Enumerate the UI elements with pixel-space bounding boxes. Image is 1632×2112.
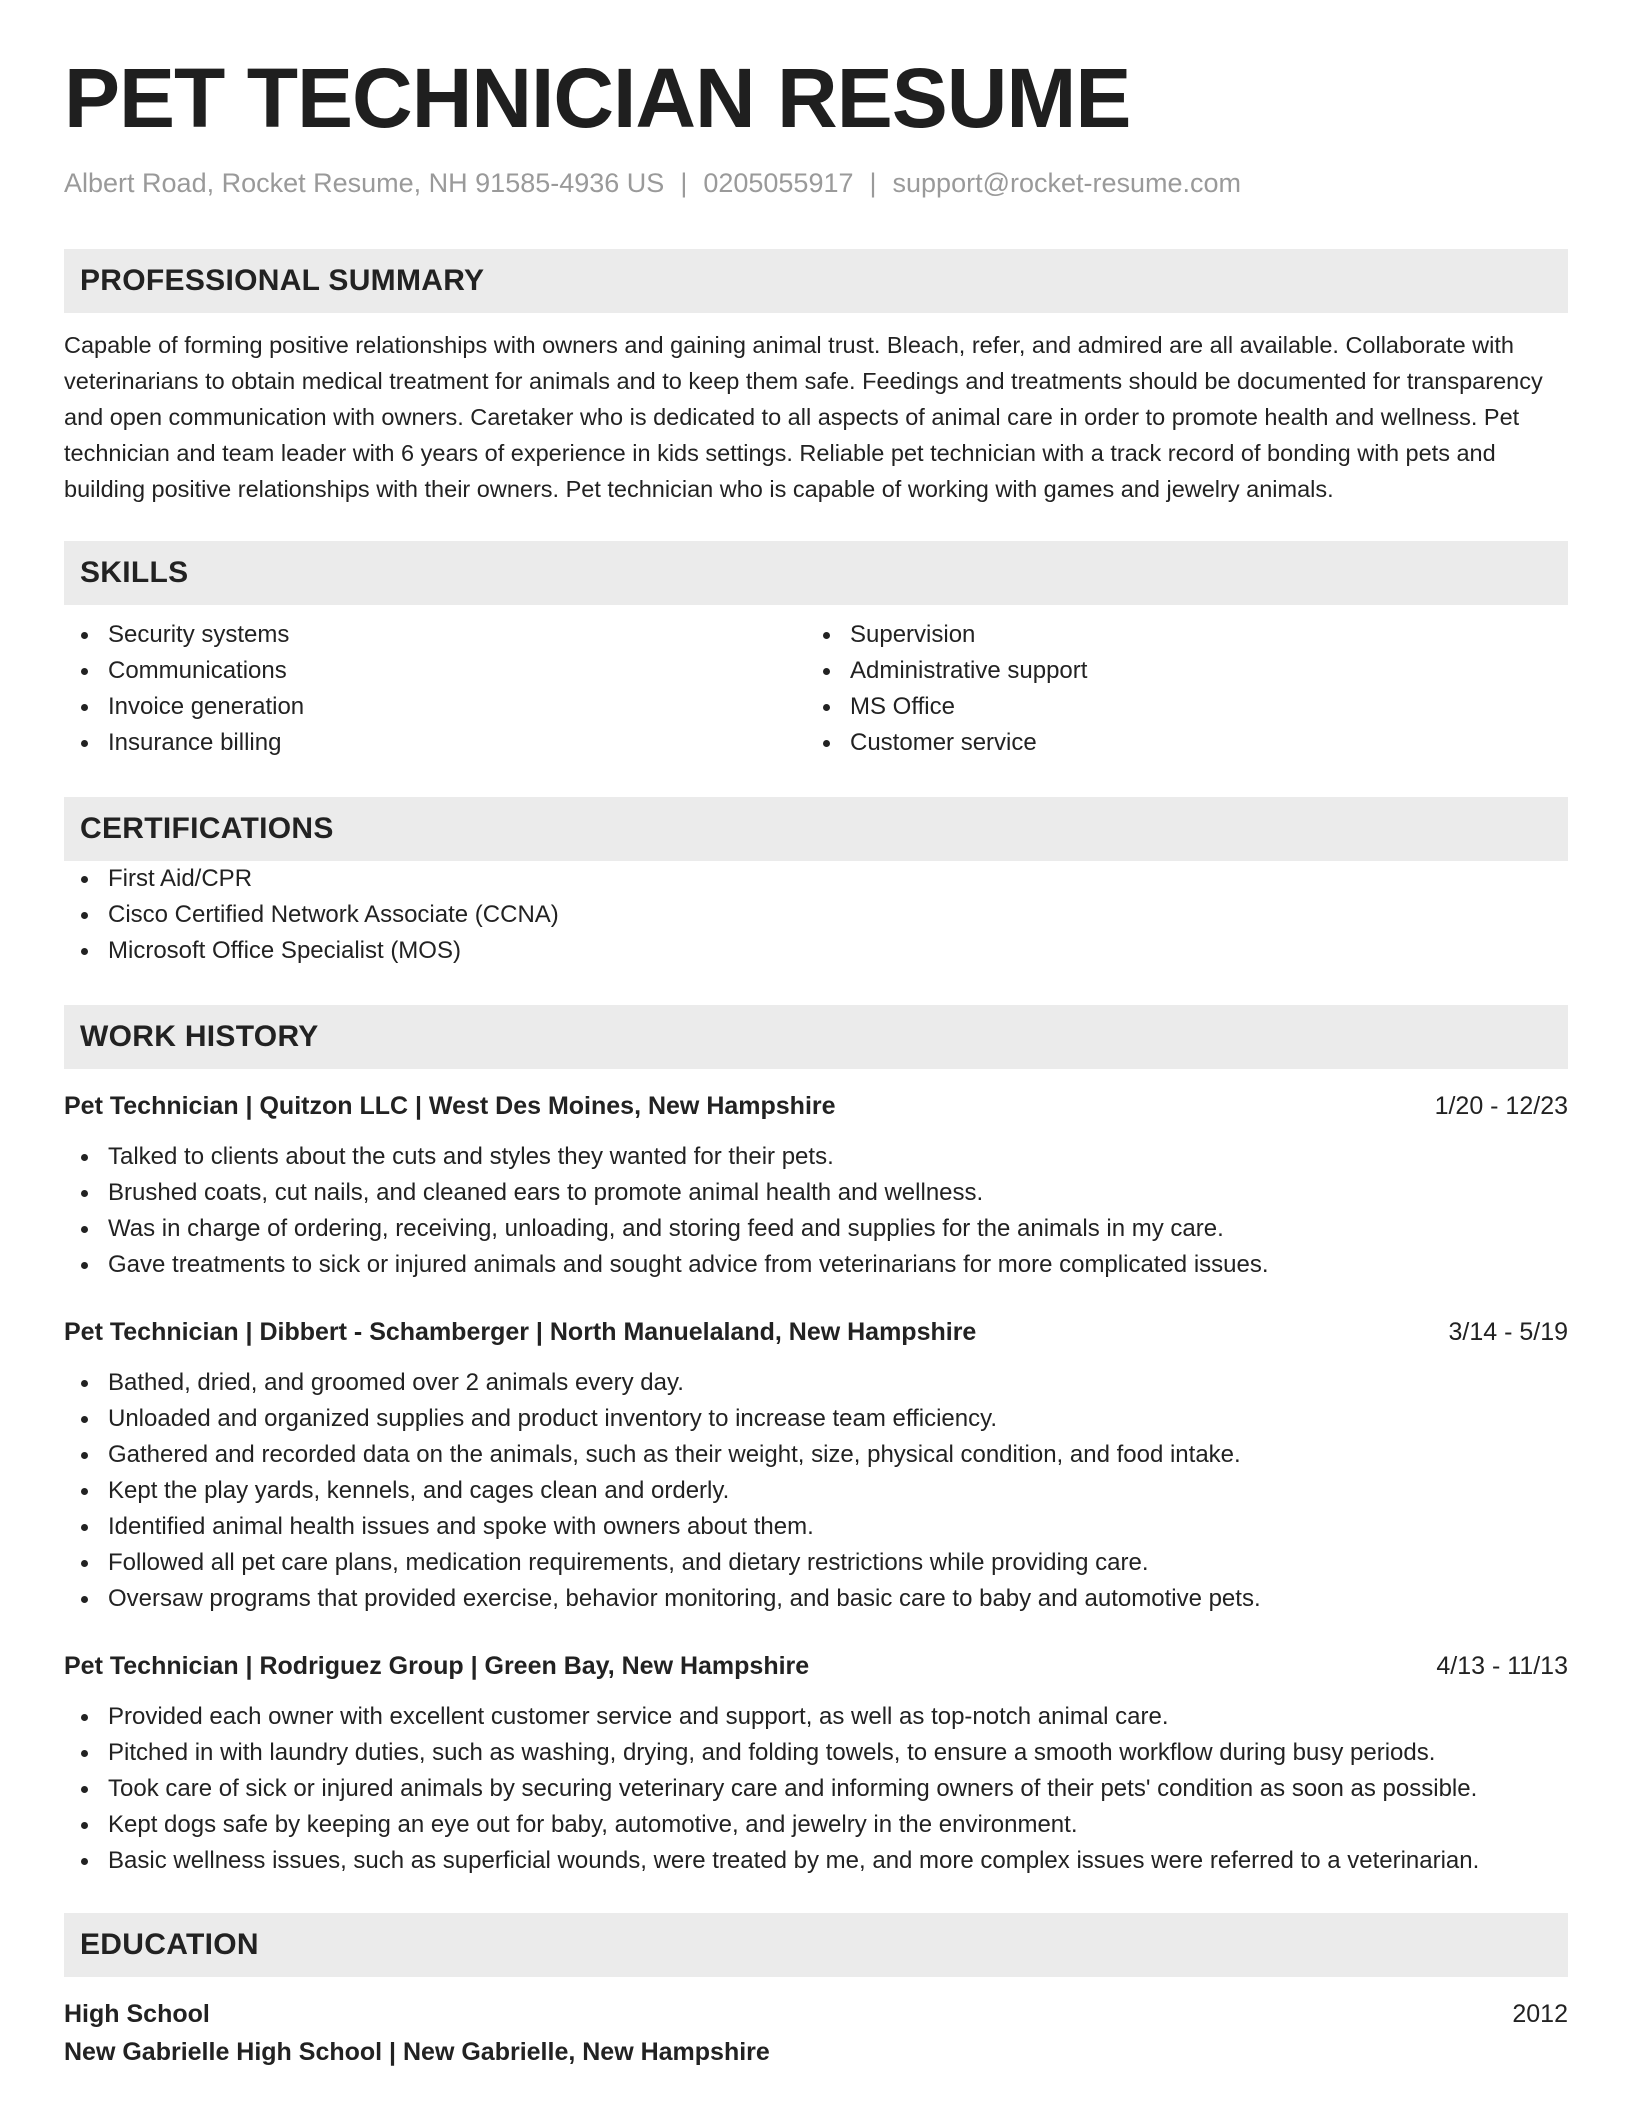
job-duty: Followed all pet care plans, medication requirements, and dietary restrictions while providing care. [64, 1545, 1568, 1581]
job-duty: Bathed, dried, and groomed over 2 animals every day. [64, 1365, 1568, 1401]
skill-item: Administrative support [806, 653, 1548, 689]
job-duties-list [64, 1699, 1568, 1879]
job-dates: 3/14 - 5/19 [1448, 1318, 1568, 1346]
education-school: New Gabrielle High School | New Gabrielle, New Hampshire [64, 2038, 770, 2066]
job-duty: Oversaw programs that provided exercise, behavior monitoring, and basic care to baby and automotive pets. [64, 1581, 1568, 1617]
contact-address: Albert Road, Rocket Resume, NH 91585-4936 US [64, 168, 665, 198]
summary-text: Capable of forming positive relationships with owners and gaining animal trust. Bleach, refer, and admired are all available. Collaborate with veterinarians to obtain medical treatment for animals and to keep them safe. Feedings and treatments should be documented for transparency and open communication with owners. Caretaker who is dedicated to all aspects of animal care in order to promote health and wellness. Pet technician and team leader with 6 years of experience in kids settings. Reliable pet technician with a track record of bonding with pets and building positive relationships with their owners. Pet technician who is capable of working with games and jewelry animals. [64, 332, 1543, 502]
skill-item: Security systems [64, 617, 806, 653]
contact-phone: 0205055917 [703, 168, 854, 198]
education-year: 2012 [1512, 2000, 1568, 2028]
skills-list-right [806, 617, 1548, 761]
education-header [64, 1997, 1568, 2031]
job-header [64, 1315, 1568, 1349]
skill-item: Insurance billing [64, 725, 806, 761]
job-entry [64, 1089, 1568, 1283]
contact-line [64, 168, 1568, 199]
job-duty: Identified animal health issues and spoke with owners about them. [64, 1509, 1568, 1545]
job-duty: Pitched in with laundry duties, such as washing, drying, and folding towels, to ensure a smooth workflow during busy periods. [64, 1735, 1568, 1771]
job-duty: Kept dogs safe by keeping an eye out for baby, automotive, and jewelry in the environment. [64, 1807, 1568, 1843]
skill-item: Invoice generation [64, 689, 806, 725]
skill-item: MS Office [806, 689, 1548, 725]
contact-separator: | [869, 168, 877, 198]
education-degree: High School [64, 2000, 210, 2028]
contact-email: support@rocket-resume.com [892, 168, 1242, 198]
skills-grid [64, 617, 1568, 761]
certification-item: First Aid/CPR [64, 861, 1568, 897]
section-header-work-history: WORK HISTORY [64, 1005, 1568, 1069]
job-dates: 1/20 - 12/23 [1434, 1092, 1568, 1120]
job-duty: Gathered and recorded data on the animals, such as their weight, size, physical condition, and food intake. [64, 1437, 1568, 1473]
skills-column-right [806, 617, 1548, 761]
job-title: Pet Technician | Quitzon LLC | West Des Moines, New Hampshire [64, 1092, 836, 1120]
certification-item: Microsoft Office Specialist (MOS) [64, 933, 1568, 969]
section-header-certifications: CERTIFICATIONS [64, 797, 1568, 861]
skill-item: Supervision [806, 617, 1548, 653]
job-duty: Basic wellness issues, such as superficial wounds, were treated by me, and more complex issues were referred to a veterinarian. [64, 1843, 1568, 1879]
section-header-education: EDUCATION [64, 1913, 1568, 1977]
job-duties-list [64, 1365, 1568, 1617]
job-entry [64, 1315, 1568, 1617]
job-duty: Provided each owner with excellent customer service and support, as well as top-notch animal care. [64, 1699, 1568, 1735]
job-header [64, 1089, 1568, 1123]
job-title: Pet Technician | Rodriguez Group | Green Bay, New Hampshire [64, 1652, 810, 1680]
skill-item: Communications [64, 653, 806, 689]
job-dates: 4/13 - 11/13 [1436, 1652, 1568, 1680]
skills-list-left [64, 617, 806, 761]
job-title: Pet Technician | Dibbert - Schamberger | North Manuelaland, New Hampshire [64, 1318, 977, 1346]
skill-item: Customer service [806, 725, 1548, 761]
job-duty: Unloaded and organized supplies and product inventory to increase team efficiency. [64, 1401, 1568, 1437]
section-header-summary: PROFESSIONAL SUMMARY [64, 249, 1568, 313]
job-duty: Was in charge of ordering, receiving, unloading, and storing feed and supplies for the animals in my care. [64, 1211, 1568, 1247]
certifications-list [64, 861, 1568, 969]
job-duty: Kept the play yards, kennels, and cages clean and orderly. [64, 1473, 1568, 1509]
certification-item: Cisco Certified Network Associate (CCNA) [64, 897, 1568, 933]
job-duty: Gave treatments to sick or injured animals and sought advice from veterinarians for more complicated issues. [64, 1247, 1568, 1283]
skills-column-left [64, 617, 806, 761]
job-duty: Took care of sick or injured animals by securing veterinary care and informing owners of their pets' condition as soon as possible. [64, 1771, 1568, 1807]
job-entry [64, 1649, 1568, 1879]
section-header-skills: SKILLS [64, 541, 1568, 605]
job-duty: Brushed coats, cut nails, and cleaned ears to promote animal health and wellness. [64, 1175, 1568, 1211]
job-duties-list [64, 1139, 1568, 1283]
contact-separator: | [680, 168, 688, 198]
resume-title: PET TECHNICIAN RESUME [64, 51, 1131, 145]
education-entry [64, 1997, 1568, 2069]
job-duty: Talked to clients about the cuts and styles they wanted for their pets. [64, 1139, 1568, 1175]
job-header [64, 1649, 1568, 1683]
